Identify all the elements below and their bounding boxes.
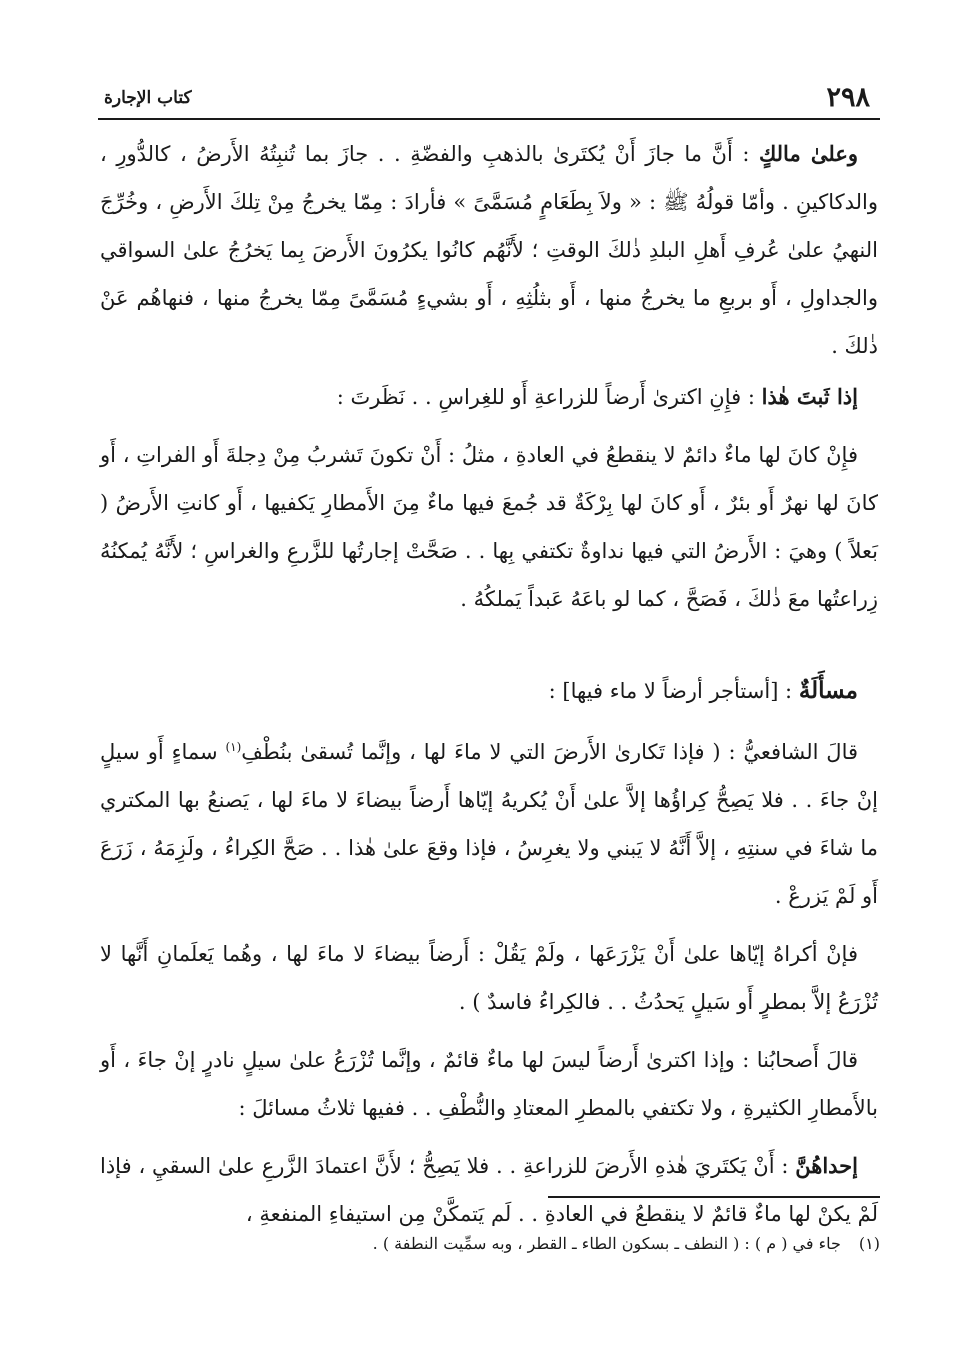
book-title: كتاب الإجارة — [104, 88, 192, 108]
paragraph-lead: وعلىٰ مالكٍ — [758, 141, 859, 166]
paragraph-text: فإِنْ كانَ لها ماءٌ دائمٌ لا ينقطعُ في العادةِ ، مثلُ : أَنْ تكونَ تَشربُ مِنْ دِجلةَ أَو الفراتِ ، أَو كانَ لها نهرٌ أَو بئرٌ ، أَو كانَ لها بِرْكَةٌ قد جُمعَ فيها ماءٌ مِنَ الأَمطارِ يَكفيها ، أَو كانتِ الأَرضُ ( بَعلاً ) وهيَ : الأَرضُ التي فيها نداوةٌ تكتفي بِها . . صَحَّتْ إجارتُها للزَّرعِ والغراسِ ؛ لأَنَّهُ يُمكنُهُ زِراعتُها معَ ذٰلكَ ، فَصَحَّ ، كما لو باعَهُ عَبداً يَملكُهُ . — [100, 443, 878, 611]
paragraph-shafii — [100, 723, 878, 920]
page-number: ٢٩٨ — [826, 82, 870, 113]
paragraph-text: : فإِنِ اكترىٰ أَرضاً للزراعةِ أَو للغِراسِ . . نَظَرتَ : — [336, 385, 762, 409]
masala-title: : [أستأجر أرضاً لا ماء فيها] : — [548, 679, 799, 703]
paragraph-text: قالَ الشافعيُّ : ( فإذا تَكارىٰ الأَرضَ التي لا ماءَ لها ، وإنَّما تُسقىٰ بنُطْفِ — [241, 740, 859, 764]
paragraph-text: فإنْ أكراهُ إيّاها علىٰ أَنْ يَزْرَعَها ، ولَمْ يَقُلْ : أَرضاً بيضاءَ لا ماءَ لها ، وهُما يَعلَمانِ أَنَّها لا تُزْرَعُ إلاَّ بمطرٍ أَو سَيلٍ يَحدُثُ . . فالكِراءُ فاسدٌ ) . — [100, 942, 878, 1014]
paragraph-text: : أَنَّ ما جازَ أَنْ يُكتَرىٰ بالذهبِ والفضّةِ . . جازَ بما تُنبِتُهُ الأَرضُ ، كالدُّورِ ، والدكاكينِ . وأمّا قولُهُ ﷺ : « ولاَ بِطَعَامٍ مُسَمَّىً » فأرادَ : مِمّا يخرجُ مِنْ تِلكَ الأَرضِ ، وخُرِّجَ النهيُ علىٰ عُرفِ أَهلِ البلدِ ذٰلكَ الوقتِ ؛ لأَنَّهُم كانُوا يكرُونَ الأَرضَ بِما يَخرُجُ علىٰ السواقي والجداولِ ، أَو بربعِ ما يخرجُ منها ، أَو بثلُثِهِ ، أَو بشيءٍ مُسَمَّىً مِمّا يخرجُ منها ، فنهاهُم عَنْ ذٰلكَ . — [100, 142, 878, 358]
paragraph-text: سماءٍ أَو سيلٍ إنْ جاءَ . . فلا يَصِحُّ كِراؤُها إلاَّ علىٰ أَنْ يُكريهُ إيّاها أَرضاً بيضاءَ لا ماءَ لها ، يَصنعُ بها المكتري ما شاءَ في سنتِهِ ، إلاَّ أَنَّهُ لا يَبني ولا يغرِسُ ، فإذا وقعَ علىٰ هٰذا . . صَحَّ الكِراءُ ، ولَزِمَهُ ، زَرَعَ أَو لَمْ يَزرعْ . — [100, 740, 878, 908]
page-header — [98, 82, 880, 116]
footnote-number: (١) — [858, 1234, 880, 1253]
masala-heading — [100, 667, 878, 715]
footnote-rule — [548, 1196, 880, 1198]
paragraph-akrahu — [100, 930, 878, 1026]
masala-label: مسأَلَةٌ — [798, 677, 858, 704]
paragraph-text: : أَنْ يَكتَريَ هٰذهِ الأَرضَ للزراعةِ . . فلا يَصِحُّ ؛ لأَنَّ اعتمادَ الزَّرعِ علىٰ السقيِ ، فإذا لَمْ يكنْ لها ماءٌ قائمٌ لا ينقطعُ في العادةِ . . لَم يَتمكَّنْ مِن استيفاءِ المنفعةِ ، — [100, 1154, 878, 1226]
paragraph-ihdahunna — [100, 1142, 878, 1238]
footnote-text: جاء في ( م ) : ( النطف ـ بسكون الطاء ـ القطر ، وبه سمِّيت النطفة ) . — [372, 1234, 841, 1253]
paragraph-water-available — [100, 431, 878, 623]
paragraph-text: قالَ أَصحابُنا : وإذا اكترىٰ أَرضاً ليسَ لها ماءٌ قائمٌ ، وإنَّما تُزْرَعُ علىٰ سيلٍ نادرٍ إنْ جاءَ ، أَو بالأَمطارِ الكثيرةِ ، ولا تكتفي بالمطرِ المعتادِ والنُّطْفِ . . ففيها ثلاثُ مسائلَ : — [100, 1048, 878, 1120]
paragraph-lead: إحداهُنَّ — [795, 1153, 858, 1178]
paragraph-idha-thabata — [100, 373, 878, 421]
paragraph-malik — [100, 130, 878, 370]
footnote-reference[interactable]: (١) — [225, 740, 242, 754]
paragraph-lead: إذا ثَبتَ هٰذا — [761, 384, 858, 409]
footnote — [200, 1232, 880, 1256]
paragraph-ashabuna — [100, 1036, 878, 1132]
header-rule — [98, 118, 880, 120]
main-text — [100, 130, 878, 1241]
